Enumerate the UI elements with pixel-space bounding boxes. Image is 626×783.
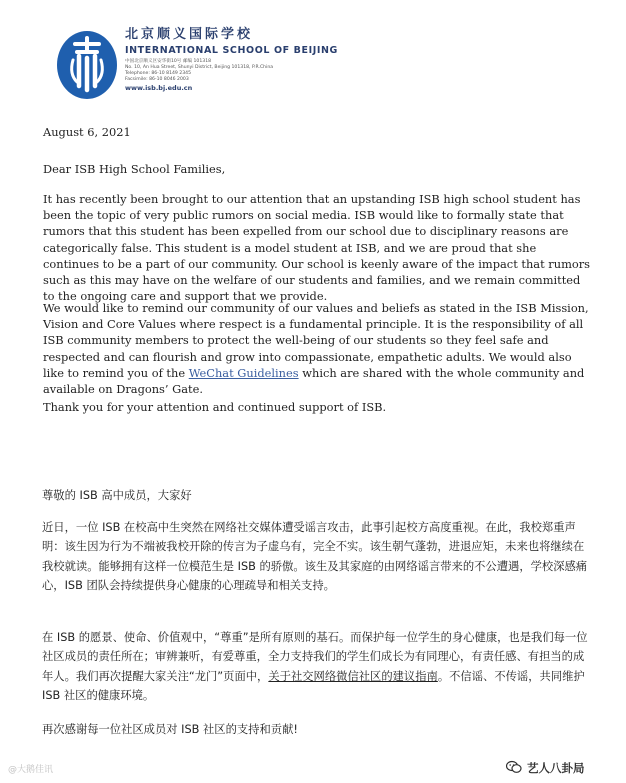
wechat-icon <box>506 760 522 774</box>
letterhead <box>125 26 365 93</box>
address-en: No. 10, An Hua Street, Shunyi District, Beijing 101318, P.R.China <box>125 65 274 70</box>
address-cn: 中国北京顺义区安华街10号 邮编 101318 <box>125 59 212 64</box>
chinese-salutation: 尊敬的 ISB 高中成员，大家好 <box>42 489 192 502</box>
website-link[interactable]: www.isb.bj.edu.cn <box>125 84 193 92</box>
english-closing: Thank you for your attention and continued support of ISB. <box>43 400 387 414</box>
chinese-paragraph-2: 在 ISB 的愿景、使命、价值观中，“尊重”是所有原则的基石。而保护每一位学生的身心健康，也是我们每一位社区成员的责任所在；审辨兼听，有爱尊重，全力支持我们的学生们成长为有同理心，有责任感、有担当的成年人。我们再次提醒大家关注“龙门”页面中，关于社交网络微信社区的建议指南。不信谣、不传谣，共同维护 ISB 社区的健康环境。 <box>42 631 588 703</box>
wechat-guidelines-link-cn[interactable]: 关于社交网络微信社区的建议指南 <box>268 669 438 683</box>
watermark-left: @大鹅佳讯 <box>8 765 54 775</box>
english-salutation: Dear ISB High School Families, <box>43 162 226 176</box>
postcode: 邮编 101318 <box>182 59 212 64</box>
english-paragraph-1: It has recently been brought to our attention that an upstanding ISB high school student has been the topic of very public rumors on social media. ISB would like to formally state that rumors that this student has been expelled from our school due to disciplinary reasons are categorically false. This student is a model student at ISB, and we are proud that she continues to be a part of our community. Our school is keenly aware of the impact that rumors such as this may have on the welfare of our students and families, and we remain committed to the ongoing care and support that we provide. <box>43 192 591 304</box>
wechat-guidelines-link[interactable]: WeChat Guidelines <box>188 365 299 380</box>
telephone: Telephone: 86-10 8149 2345 <box>125 71 191 76</box>
watermark-right: 艺人八卦局 <box>506 760 585 776</box>
school-logo-icon <box>55 30 119 100</box>
school-name-en: INTERNATIONAL SCHOOL OF BEIJING <box>125 45 338 56</box>
facsimile: Facsimile: 86-10 8046 2003 <box>125 77 189 82</box>
chinese-paragraph-1: 近日，一位 ISB 在校高中生突然在网络社交媒体遭受谣言攻击，此事引起校方高度重视。在此，我校郑重声明：该生因为行为不端被我校开除的传言为子虚乌有，完全不实。该生朝气蓬勃，进退应矩，未来也将继续在我校就读。能够拥有这样一位模范生是 ISB 的骄傲。该生及其家庭的由网络谣言带来的不公遭遇，学校深感痛心，ISB 团队会持续提供身心健康的心理疏导和相关支持。 <box>42 521 588 593</box>
letter-date: August 6, 2021 <box>43 125 131 139</box>
school-name-cn: 北京顺义国际学校 <box>125 27 254 42</box>
english-paragraph-2: We would like to remind our community of our values and beliefs as stated in the ISB Mission, Vision and Core Values where respect is a fundamental principle. It is the responsibility of all ISB community members to protect the well-being of our students so they feel safe and respected and can flourish and grow into compassionate, empathetic adults. We would also like to remind you of the WeChat Guidelines which are shared with the whole community and available on Dragons’ Gate. <box>43 301 589 397</box>
chinese-closing: 再次感谢每一位社区成员对 ISB 社区的支持和贡献! <box>42 723 298 736</box>
